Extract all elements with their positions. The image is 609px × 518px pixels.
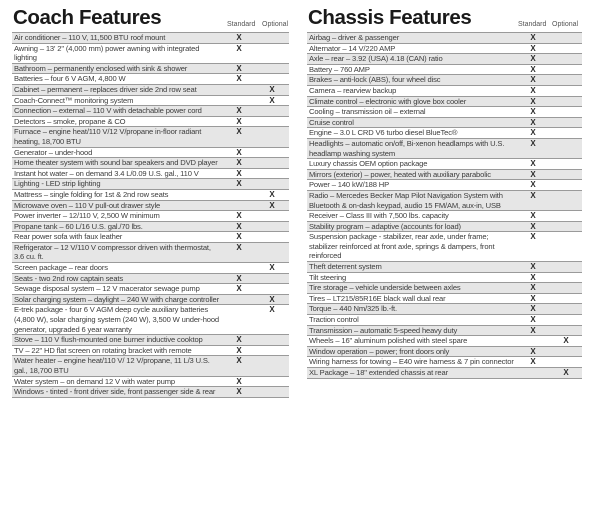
table-row [307, 232, 582, 262]
standard-mark: X [236, 127, 242, 137]
table-row [307, 262, 582, 273]
standard-mark: X [236, 168, 242, 178]
standard-mark: X [236, 376, 242, 386]
feature-label: Instant hot water – on demand 3.4 L/0.09 U.S. gal., 110 V [14, 168, 199, 178]
feature-label: Propane tank – 60 L/16 U.S. gal./70 lbs. [14, 221, 143, 231]
standard-mark [223, 96, 255, 106]
table-row [307, 44, 582, 55]
table-row [12, 201, 289, 212]
feature-label: Screen package – rear doors [14, 263, 108, 273]
feature-label: Water system – on demand 12 V with water pump [14, 376, 175, 386]
optional-mark [550, 326, 582, 336]
standard-mark [223, 190, 255, 200]
optional-mark [255, 243, 289, 262]
feature-label: Furnace – engine heat/110 V/12 V/propane in-floor radiant heating, 18,700 BTU [14, 127, 202, 146]
coach-header [12, 6, 289, 32]
table-row [12, 284, 289, 295]
table-row [12, 44, 289, 64]
feature-label: Connection – external – 110 V with detachable power cord [14, 106, 202, 116]
optional-mark [550, 107, 582, 117]
optional-mark [550, 294, 582, 304]
optional-mark: X [269, 189, 275, 199]
coach-rows [12, 32, 289, 398]
standard-mark: X [530, 96, 536, 106]
optional-mark [550, 139, 582, 158]
chassis-standard-column-header: Standard [518, 21, 547, 28]
table-row [12, 335, 289, 346]
feature-label: Engine – 3.0 L CRD V6 turbo diesel BlueTec® [309, 128, 458, 138]
standard-mark: X [530, 232, 536, 242]
feature-label: Rear power sofa with faux leather [14, 232, 123, 242]
table-row [307, 283, 582, 294]
feature-label: Detectors – smoke, propane & CO [14, 116, 126, 126]
feature-label: Tires – LT215/85R16E black wall dual rear [309, 293, 446, 303]
optional-mark [550, 118, 582, 128]
feature-label: Awning – 13' 2" (4,000 mm) power awning with integrated lighting [14, 43, 200, 63]
optional-mark [550, 75, 582, 85]
standard-mark [223, 263, 255, 273]
standard-mark: X [530, 169, 536, 179]
feature-label: Airbag – driver & passenger [309, 33, 400, 42]
table-row [12, 85, 289, 96]
optional-mark [255, 335, 289, 345]
table-row [307, 180, 582, 191]
standard-mark: X [236, 147, 242, 157]
coach-features-title: Coach Features [13, 6, 162, 29]
standard-mark: X [530, 75, 536, 85]
standard-mark: X [530, 315, 536, 325]
table-row [307, 336, 582, 347]
table-row [12, 106, 289, 117]
table-row [307, 97, 582, 108]
table-row [307, 368, 582, 379]
standard-mark: X [236, 356, 242, 366]
standard-mark: X [236, 232, 242, 242]
optional-mark: X [563, 336, 569, 346]
table-row [307, 347, 582, 358]
feature-label: Cruise control [309, 117, 354, 127]
table-row [307, 139, 582, 159]
standard-mark: X [530, 346, 536, 356]
standard-mark: X [236, 179, 242, 189]
feature-label: Climate control – electronic with glove box cooler [309, 96, 467, 106]
table-row [12, 33, 289, 44]
standard-mark [223, 295, 255, 305]
feature-label: Coach-Connect™ monitoring system [14, 95, 134, 105]
table-row [12, 346, 289, 357]
feature-label: Air conditioner – 110 V, 11,500 BTU roof mount [14, 33, 166, 42]
optional-mark [255, 33, 289, 43]
standard-mark: X [236, 335, 242, 345]
table-row [12, 356, 289, 376]
table-row [12, 222, 289, 233]
optional-mark [255, 356, 289, 375]
feature-label: Headlights – automatic on/off, Bi-xenon headlamps with U.S. headlamp washing system [309, 138, 505, 158]
optional-mark: X [269, 263, 275, 273]
optional-mark [550, 65, 582, 75]
optional-mark [550, 191, 582, 210]
optional-mark [550, 54, 582, 64]
standard-mark: X [236, 211, 242, 221]
standard-mark [223, 201, 255, 211]
optional-mark [550, 315, 582, 325]
optional-mark: X [269, 84, 275, 94]
feature-label: Battery – 760 AMP [309, 64, 370, 74]
table-row [12, 148, 289, 159]
feature-label: Water heater – engine heat/110 V/ 12 V/propane, 11 L/3 U.S. gal., 18,700 BTU [14, 356, 210, 375]
table-row [307, 86, 582, 97]
coach-optional-column-header: Optional [262, 21, 289, 28]
table-row [12, 263, 289, 274]
standard-mark: X [236, 106, 242, 116]
optional-mark [550, 159, 582, 169]
standard-mark: X [236, 221, 242, 231]
standard-mark: X [236, 284, 242, 294]
optional-mark [550, 211, 582, 221]
standard-mark: X [530, 180, 536, 190]
standard-mark: X [530, 54, 536, 64]
feature-label: Refrigerator – 12 V/110 V compressor driven with thermostat, 3.6 cu. ft. [14, 242, 211, 262]
feature-label: Tire storage – vehicle underside between axles [309, 283, 461, 293]
coach-standard-column-header: Standard [227, 21, 256, 28]
standard-mark: X [530, 293, 536, 303]
optional-mark [550, 33, 582, 43]
standard-mark [223, 305, 255, 334]
table-row [307, 211, 582, 222]
table-row [12, 127, 289, 147]
optional-mark [255, 158, 289, 168]
chassis-features-title: Chassis Features [308, 6, 472, 29]
table-row [12, 232, 289, 243]
table-row [12, 169, 289, 180]
standard-mark: X [236, 345, 242, 355]
table-row [12, 190, 289, 201]
standard-mark: X [530, 159, 536, 169]
table-row [307, 54, 582, 65]
table-row [307, 33, 582, 44]
feature-label: Radio – Mercedes Becker Map Pilot Navigation System with Bluetooth & on-dash keypad, audio 15 FM/AM, aux-in, USB [309, 190, 503, 210]
optional-mark [550, 232, 582, 261]
optional-mark [255, 148, 289, 158]
chassis-rows [307, 32, 582, 379]
standard-mark: X [530, 64, 536, 74]
optional-mark [550, 262, 582, 272]
table-row [12, 387, 289, 398]
table-row [12, 243, 289, 263]
standard-mark: X [530, 357, 536, 367]
feature-label: E-trek package - four 6 V AGM deep cycle auxiliary batteries (4,800 W), solar charging system (240 W), 3,500 W under-hood generator, upgraded 6 year warranty [14, 305, 219, 334]
standard-mark: X [530, 43, 536, 53]
optional-mark [550, 222, 582, 232]
optional-mark [550, 347, 582, 357]
optional-mark [255, 179, 289, 189]
standard-mark: X [530, 128, 536, 138]
optional-mark [255, 74, 289, 84]
feature-label: Alternator – 14 V/220 AMP [309, 43, 396, 53]
table-row [307, 304, 582, 315]
standard-mark: X [236, 242, 242, 252]
optional-mark [255, 117, 289, 127]
table-row [307, 118, 582, 129]
feature-label: Power inverter – 12/110 V, 2,500 W minimum [14, 211, 160, 221]
feature-label: Stove – 110 V flush-mounted one burner inductive cooktop [14, 335, 203, 345]
optional-mark [550, 357, 582, 367]
table-row [307, 294, 582, 305]
optional-mark: X [563, 368, 569, 377]
table-row [307, 170, 582, 181]
standard-mark: X [530, 304, 536, 314]
optional-mark [255, 106, 289, 116]
table-row [12, 158, 289, 169]
standard-mark: X [530, 325, 536, 335]
table-row [12, 274, 289, 285]
table-row [307, 191, 582, 211]
feature-label: Tilt steering [309, 272, 347, 282]
feature-label: Transmission – automatic 5-speed heavy duty [309, 325, 458, 335]
standard-mark: X [236, 273, 242, 283]
feature-label: Lighting - LED strip lighting [14, 179, 101, 189]
feature-label: Camera – rearview backup [309, 85, 397, 95]
optional-mark [550, 180, 582, 190]
standard-mark: X [236, 158, 242, 168]
optional-mark [550, 128, 582, 138]
chassis-features-table [307, 6, 582, 379]
standard-mark: X [236, 63, 242, 73]
optional-mark [255, 284, 289, 294]
standard-mark: X [530, 283, 536, 293]
table-row [307, 357, 582, 368]
standard-mark: X [530, 190, 536, 200]
table-row [12, 295, 289, 306]
standard-mark: X [530, 85, 536, 95]
table-row [12, 64, 289, 75]
table-row [12, 377, 289, 388]
standard-mark [516, 368, 550, 378]
feature-label: Traction control [309, 315, 359, 325]
optional-mark: X [269, 294, 275, 304]
feature-label: Cooling – transmission oil – external [309, 107, 426, 117]
optional-mark [255, 387, 289, 397]
table-row [307, 128, 582, 139]
optional-mark [255, 127, 289, 146]
feature-label: Mattress – single folding for 1st & 2nd row seats [14, 189, 169, 199]
feature-label: Bathroom – permanently enclosed with sink & shower [14, 63, 188, 73]
standard-mark: X [236, 43, 242, 53]
standard-mark [516, 336, 550, 346]
optional-mark [550, 170, 582, 180]
feature-label: Luxury chassis OEM option package [309, 159, 428, 169]
feature-label: Windows - tinted - front driver side, front passenger side & rear [14, 387, 216, 397]
table-row [12, 96, 289, 107]
optional-mark [550, 283, 582, 293]
standard-mark: X [530, 33, 536, 42]
optional-mark [255, 274, 289, 284]
optional-mark [255, 44, 289, 63]
table-row [12, 211, 289, 222]
feature-label: Theft deterrent system [309, 262, 382, 272]
feature-label: TV – 22" HD flat screen on rotating bracket with remote [14, 345, 192, 355]
table-row [307, 273, 582, 284]
optional-mark [550, 86, 582, 96]
table-row [12, 305, 289, 335]
table-row [307, 315, 582, 326]
optional-mark: X [269, 200, 275, 210]
optional-mark [550, 44, 582, 54]
feature-label: Power – 140 kW/188 HP [309, 180, 389, 190]
feature-label: Home theater system with sound bar speakers and DVD player [14, 158, 218, 168]
chassis-header [307, 6, 582, 32]
feature-label: Wheels – 16" aluminum polished with steel spare [309, 336, 468, 346]
table-row [12, 74, 289, 85]
feature-label: Cabinet – permanent – replaces driver side 2nd row seat [14, 84, 197, 94]
standard-mark [223, 85, 255, 95]
standard-mark: X [236, 33, 242, 42]
table-row [307, 75, 582, 86]
optional-mark [255, 211, 289, 221]
table-row [307, 159, 582, 170]
optional-mark [255, 377, 289, 387]
optional-mark: X [269, 305, 275, 315]
table-row [12, 179, 289, 190]
standard-mark: X [530, 221, 536, 231]
standard-mark: X [530, 262, 536, 272]
standard-mark: X [530, 107, 536, 117]
feature-label: Wiring harness for towing – E40 wire harness & 7 pin connector [309, 357, 514, 367]
table-row [12, 117, 289, 128]
optional-mark [255, 346, 289, 356]
optional-mark [255, 222, 289, 232]
standard-mark: X [530, 272, 536, 282]
feature-label: Batteries – four 6 V AGM, 4,800 W [14, 74, 126, 84]
feature-label: Window operation – power; front doors only [309, 346, 450, 356]
optional-mark [255, 232, 289, 242]
feature-label: Sewage disposal system – 12 V macerator sewage pump [14, 284, 200, 294]
feature-label: Stability program – adaptive (accounts for load) [309, 221, 461, 231]
table-row [307, 326, 582, 337]
standard-mark: X [530, 211, 536, 221]
standard-mark: X [236, 387, 242, 397]
feature-label: Microwave oven – 110 V pull-out drawer style [14, 200, 161, 210]
optional-mark [550, 273, 582, 283]
feature-label: Suspension package - stabilizer, rear axle, under frame; stabilizer reinforced at front axle, springs & dampers, front reinforced [309, 232, 495, 261]
feature-label: Receiver – Class III with 7,500 lbs. capacity [309, 211, 449, 221]
optional-mark [255, 64, 289, 74]
coach-features-table [12, 6, 289, 398]
chassis-optional-column-header: Optional [552, 21, 579, 28]
feature-label: Seats - two 2nd row captain seats [14, 273, 124, 283]
standard-mark: X [530, 138, 536, 148]
standard-mark: X [236, 74, 242, 84]
feature-label: XL Package – 18" extended chassis at rear [309, 368, 448, 377]
table-row [307, 222, 582, 233]
standard-mark: X [236, 116, 242, 126]
optional-mark [550, 97, 582, 107]
table-row [307, 107, 582, 118]
table-row [307, 65, 582, 76]
feature-label: Solar charging system – daylight – 240 W with charge controller [14, 294, 219, 304]
feature-label: Mirrors (exterior) – power, heated with auxiliary parabolic [309, 169, 491, 179]
feature-label: Torque – 440 Nm/325 lb.-ft. [309, 304, 397, 314]
standard-mark: X [530, 117, 536, 127]
feature-label: Generator – under-hood [14, 147, 93, 157]
optional-mark [550, 304, 582, 314]
optional-mark: X [269, 95, 275, 105]
feature-label: Axle – rear – 3.92 (USA) 4.18 (CAN) ratio [309, 54, 443, 64]
feature-label: Brakes – anti-lock (ABS), four wheel disc [309, 75, 441, 85]
optional-mark [255, 169, 289, 179]
